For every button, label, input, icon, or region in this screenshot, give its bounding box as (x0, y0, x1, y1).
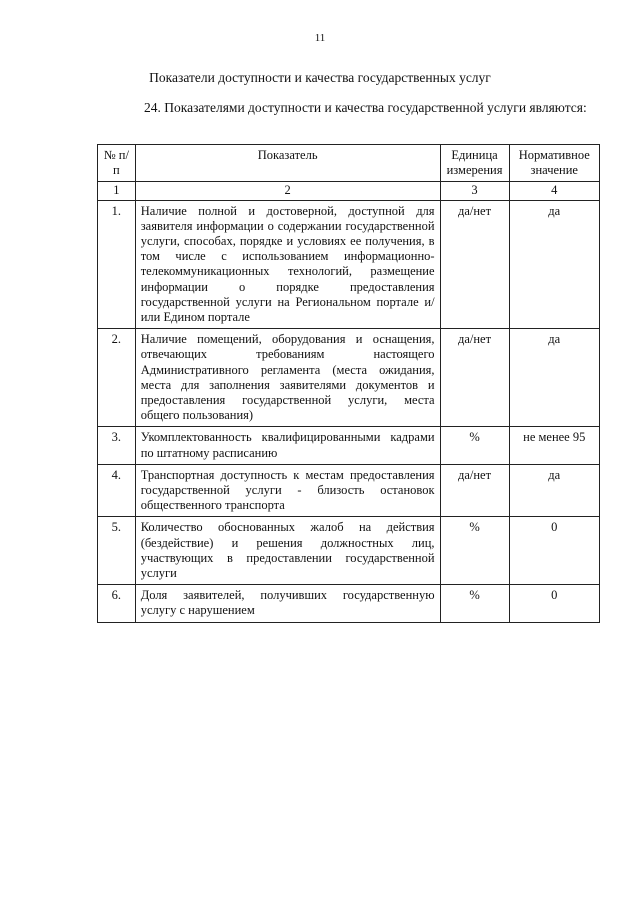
row-number: 4. (98, 464, 136, 517)
table-row (98, 464, 600, 517)
column-number-2: 2 (135, 182, 440, 200)
table-row (98, 200, 600, 329)
column-number-4: 4 (509, 182, 600, 200)
column-numbering-row (98, 182, 600, 200)
column-number-3: 3 (440, 182, 509, 200)
row-norm: 0 (509, 517, 600, 585)
column-number-1: 1 (98, 182, 136, 200)
table-row (98, 585, 600, 622)
header-norm: Нормативное значение (509, 145, 600, 182)
intro-paragraph: 24. Показателями доступности и качества государственной услуги являются: (144, 100, 587, 115)
row-unit: да/нет (440, 200, 509, 329)
row-norm: не менее 95 (509, 427, 600, 464)
row-number: 3. (98, 427, 136, 464)
row-indicator: Наличие помещений, оборудования и оснащения, отвечающих требованиям настоящего Административного регламента (места ожидания, места для заполнения заявителями документов и предоставления государственной услуги, места общего пользования) (135, 329, 440, 427)
row-unit: % (440, 585, 509, 622)
header-number: № п/п (98, 145, 136, 182)
row-indicator: Количество обоснованных жалоб на действия (бездействие) и решения должностных лиц, участвующих в предоставлении государственной услуги (135, 517, 440, 585)
table-row (98, 329, 600, 427)
row-unit: да/нет (440, 464, 509, 517)
row-norm: да (509, 200, 600, 329)
page-number: 11 (314, 32, 326, 44)
indicators-table (97, 144, 600, 623)
header-unit: Единица измерения (440, 145, 509, 182)
row-norm: да (509, 464, 600, 517)
row-unit: % (440, 517, 509, 585)
table-row (98, 517, 600, 585)
section-title: Показатели доступности и качества государственных услуг (149, 70, 491, 85)
row-norm: да (509, 329, 600, 427)
row-number: 6. (98, 585, 136, 622)
row-number: 1. (98, 200, 136, 329)
row-number: 5. (98, 517, 136, 585)
row-unit: да/нет (440, 329, 509, 427)
row-indicator: Наличие полной и достоверной, доступной для заявителя информации о содержании государственной услуги, способах, порядке и условиях ее получения, в том числе с использованием информационно-телекоммуникационных технологий, размещение информации о порядке предоставления государственной услуги на Региональном портале и/или Едином портале (135, 200, 440, 329)
row-unit: % (440, 427, 509, 464)
row-indicator: Укомплектованность квалифицированными кадрами по штатному расписанию (135, 427, 440, 464)
row-norm: 0 (509, 585, 600, 622)
row-number: 2. (98, 329, 136, 427)
row-indicator: Транспортная доступность к местам предоставления государственной услуги - близость остановок общественного транспорта (135, 464, 440, 517)
table-header-row (98, 145, 600, 182)
header-indicator: Показатель (135, 145, 440, 182)
row-indicator: Доля заявителей, получивших государственную услугу с нарушением (135, 585, 440, 622)
table-row (98, 427, 600, 464)
